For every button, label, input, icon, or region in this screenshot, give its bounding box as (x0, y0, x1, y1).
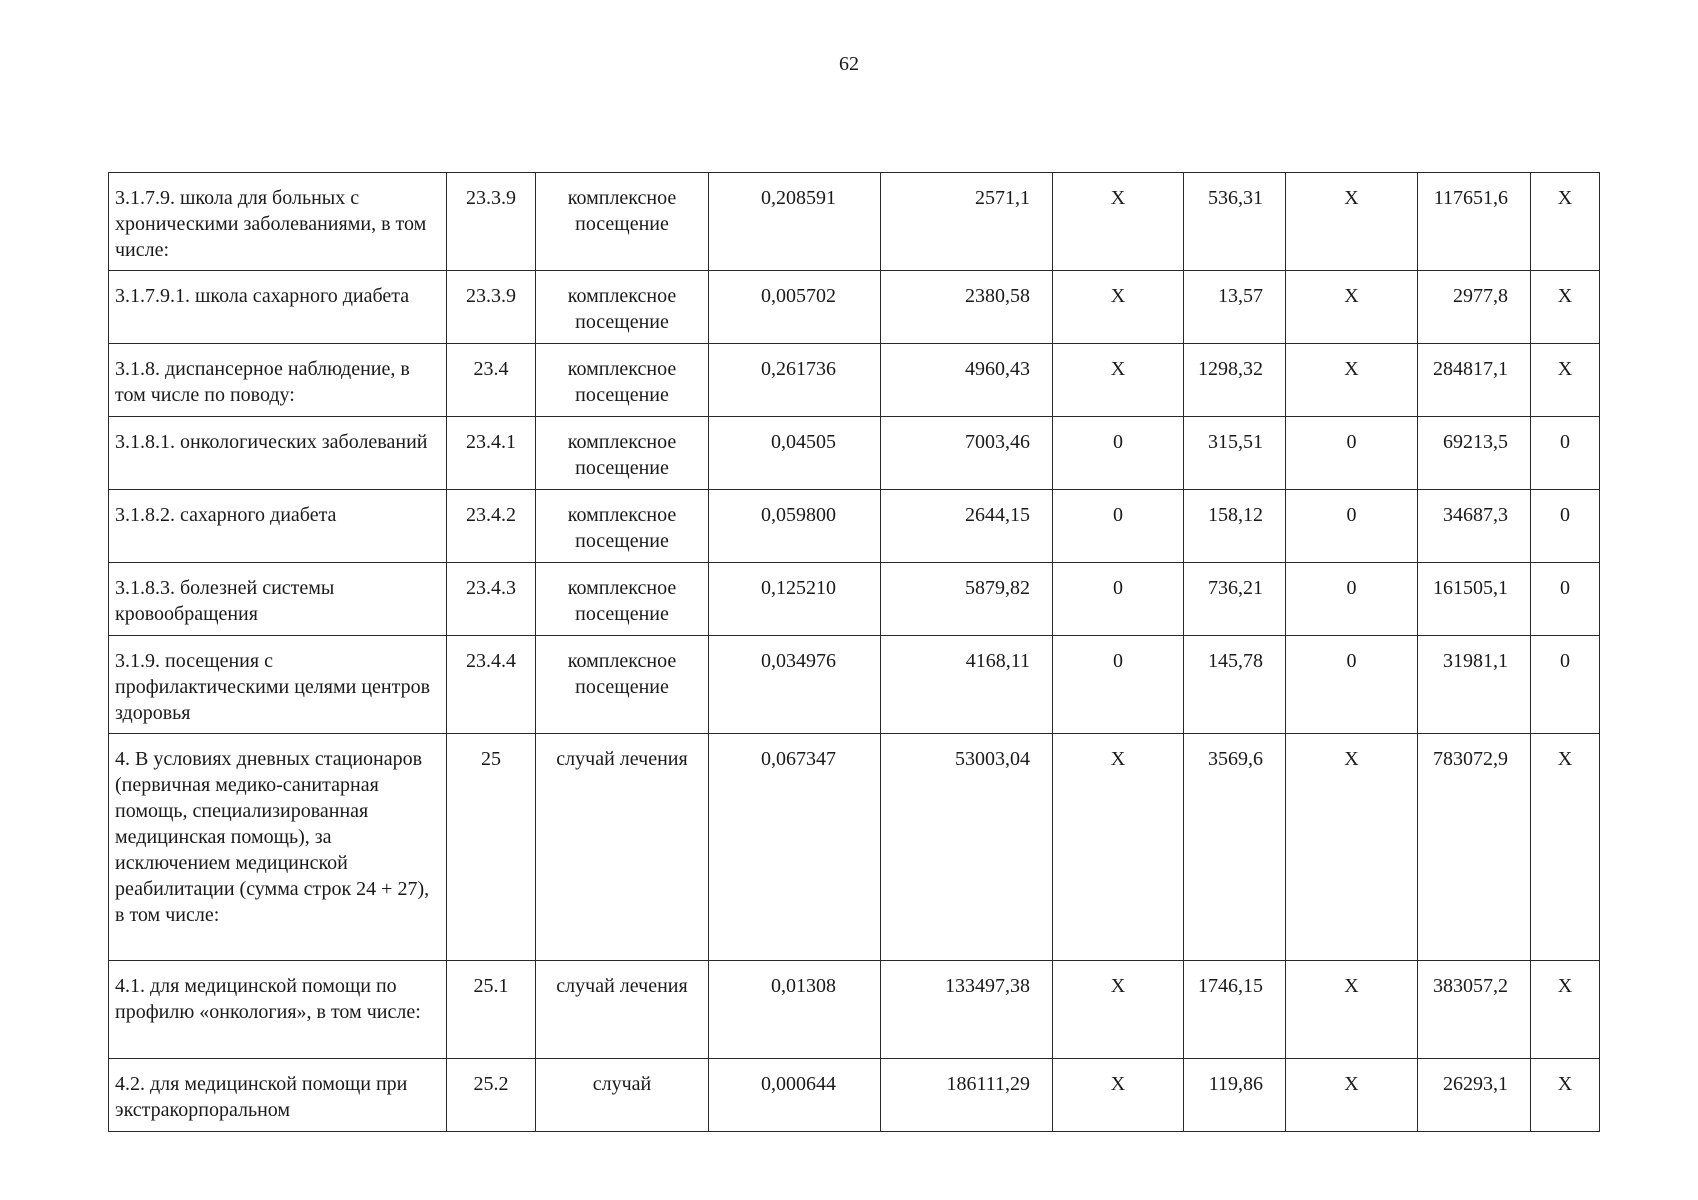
row-total-cell: 783072,9 (1418, 734, 1531, 961)
row-col8-cell: X (1286, 173, 1418, 271)
row-unit-cell: комплексное посещение (536, 563, 709, 636)
row-per-capita-cell: 158,12 (1184, 490, 1286, 563)
row-name-cell: 3.1.8.1. онкологических заболеваний (109, 417, 447, 490)
row-col10-cell: X (1531, 961, 1600, 1059)
row-per-capita-cell: 536,31 (1184, 173, 1286, 271)
row-total-cell: 34687,3 (1418, 490, 1531, 563)
row-col6-cell: X (1053, 1059, 1184, 1132)
row-unit-cell: случай (536, 1059, 709, 1132)
row-unit-cell: комплексное посещение (536, 344, 709, 417)
row-volume-cell: 0,059800 (709, 490, 881, 563)
row-col10-cell: X (1531, 1059, 1600, 1132)
row-total-cell: 383057,2 (1418, 961, 1531, 1059)
row-col6-cell: 0 (1053, 417, 1184, 490)
row-per-capita-cell: 736,21 (1184, 563, 1286, 636)
row-name-cell: 3.1.9. посещения с профилактическими целями центров здоровья (109, 636, 447, 734)
row-norm-cell: 2571,1 (881, 173, 1053, 271)
row-col8-cell: X (1286, 344, 1418, 417)
row-total-cell: 69213,5 (1418, 417, 1531, 490)
row-code-cell: 23.4 (447, 344, 536, 417)
row-col8-cell: 0 (1286, 417, 1418, 490)
row-col10-cell: X (1531, 734, 1600, 961)
row-unit-cell: комплексное посещение (536, 271, 709, 344)
row-col10-cell: X (1531, 344, 1600, 417)
row-per-capita-cell: 3569,6 (1184, 734, 1286, 961)
row-unit-cell: комплексное посещение (536, 417, 709, 490)
row-col6-cell: X (1053, 344, 1184, 417)
table-row (109, 490, 1600, 563)
row-unit-cell: комплексное посещение (536, 636, 709, 734)
table-row (109, 961, 1600, 1059)
row-col8-cell: X (1286, 1059, 1418, 1132)
data-table (108, 172, 1600, 1132)
row-col6-cell: X (1053, 271, 1184, 344)
row-code-cell: 23.4.1 (447, 417, 536, 490)
row-col6-cell: X (1053, 173, 1184, 271)
row-col10-cell: X (1531, 173, 1600, 271)
row-col6-cell: X (1053, 961, 1184, 1059)
row-total-cell: 284817,1 (1418, 344, 1531, 417)
row-volume-cell: 0,034976 (709, 636, 881, 734)
row-volume-cell: 0,067347 (709, 734, 881, 961)
row-total-cell: 2977,8 (1418, 271, 1531, 344)
row-norm-cell: 5879,82 (881, 563, 1053, 636)
row-unit-cell: случай лечения (536, 734, 709, 961)
row-norm-cell: 4168,11 (881, 636, 1053, 734)
row-name-cell: 3.1.8.2. сахарного диабета (109, 490, 447, 563)
row-code-cell: 25 (447, 734, 536, 961)
row-col10-cell: 0 (1531, 563, 1600, 636)
row-total-cell: 26293,1 (1418, 1059, 1531, 1132)
row-volume-cell: 0,005702 (709, 271, 881, 344)
table-row (109, 417, 1600, 490)
row-per-capita-cell: 119,86 (1184, 1059, 1286, 1132)
row-norm-cell: 133497,38 (881, 961, 1053, 1059)
row-col8-cell: 0 (1286, 490, 1418, 563)
row-per-capita-cell: 13,57 (1184, 271, 1286, 344)
row-per-capita-cell: 1298,32 (1184, 344, 1286, 417)
row-volume-cell: 0,125210 (709, 563, 881, 636)
row-name-cell: 4.1. для медицинской помощи по профилю «онкология», в том числе: (109, 961, 447, 1059)
row-per-capita-cell: 145,78 (1184, 636, 1286, 734)
row-col8-cell: X (1286, 961, 1418, 1059)
row-code-cell: 25.1 (447, 961, 536, 1059)
row-volume-cell: 0,04505 (709, 417, 881, 490)
row-per-capita-cell: 315,51 (1184, 417, 1286, 490)
table-body (109, 173, 1600, 1132)
row-name-cell: 4. В условиях дневных стационаров (первичная медико-санитарная помощь, специализированная медицинская помощь), за исключением медицинской реабилитации (сумма строк 24 + 27), в том числе: (109, 734, 447, 961)
row-norm-cell: 53003,04 (881, 734, 1053, 961)
table-row (109, 1059, 1600, 1132)
table-row (109, 344, 1600, 417)
row-col8-cell: X (1286, 734, 1418, 961)
row-unit-cell: случай лечения (536, 961, 709, 1059)
row-name-cell: 3.1.8.3. болезней системы кровообращения (109, 563, 447, 636)
row-name-cell: 3.1.7.9.1. школа сахарного диабета (109, 271, 447, 344)
row-name-cell: 4.2. для медицинской помощи при экстракорпоральном (109, 1059, 447, 1132)
row-col10-cell: 0 (1531, 636, 1600, 734)
row-col10-cell: X (1531, 271, 1600, 344)
row-volume-cell: 0,208591 (709, 173, 881, 271)
table-row (109, 271, 1600, 344)
table-row (109, 636, 1600, 734)
row-unit-cell: комплексное посещение (536, 173, 709, 271)
row-code-cell: 23.4.2 (447, 490, 536, 563)
row-col8-cell: 0 (1286, 636, 1418, 734)
row-total-cell: 161505,1 (1418, 563, 1531, 636)
row-norm-cell: 7003,46 (881, 417, 1053, 490)
row-col6-cell: 0 (1053, 636, 1184, 734)
row-norm-cell: 186111,29 (881, 1059, 1053, 1132)
table-row (109, 734, 1600, 961)
row-norm-cell: 2380,58 (881, 271, 1053, 344)
row-volume-cell: 0,01308 (709, 961, 881, 1059)
row-norm-cell: 4960,43 (881, 344, 1053, 417)
row-code-cell: 25.2 (447, 1059, 536, 1132)
table-row (109, 563, 1600, 636)
row-name-cell: 3.1.8. диспансерное наблюдение, в том числе по поводу: (109, 344, 447, 417)
row-col8-cell: 0 (1286, 563, 1418, 636)
row-total-cell: 31981,1 (1418, 636, 1531, 734)
row-code-cell: 23.3.9 (447, 271, 536, 344)
row-col6-cell: X (1053, 734, 1184, 961)
row-volume-cell: 0,000644 (709, 1059, 881, 1132)
row-volume-cell: 0,261736 (709, 344, 881, 417)
row-col10-cell: 0 (1531, 417, 1600, 490)
row-col6-cell: 0 (1053, 563, 1184, 636)
row-total-cell: 117651,6 (1418, 173, 1531, 271)
row-name-cell: 3.1.7.9. школа для больных с хроническими заболеваниями, в том числе: (109, 173, 447, 271)
row-col8-cell: X (1286, 271, 1418, 344)
row-col10-cell: 0 (1531, 490, 1600, 563)
table-row (109, 173, 1600, 271)
page-number: 62 (839, 53, 859, 75)
row-code-cell: 23.4.4 (447, 636, 536, 734)
row-norm-cell: 2644,15 (881, 490, 1053, 563)
row-code-cell: 23.3.9 (447, 173, 536, 271)
row-unit-cell: комплексное посещение (536, 490, 709, 563)
row-per-capita-cell: 1746,15 (1184, 961, 1286, 1059)
row-col6-cell: 0 (1053, 490, 1184, 563)
row-code-cell: 23.4.3 (447, 563, 536, 636)
